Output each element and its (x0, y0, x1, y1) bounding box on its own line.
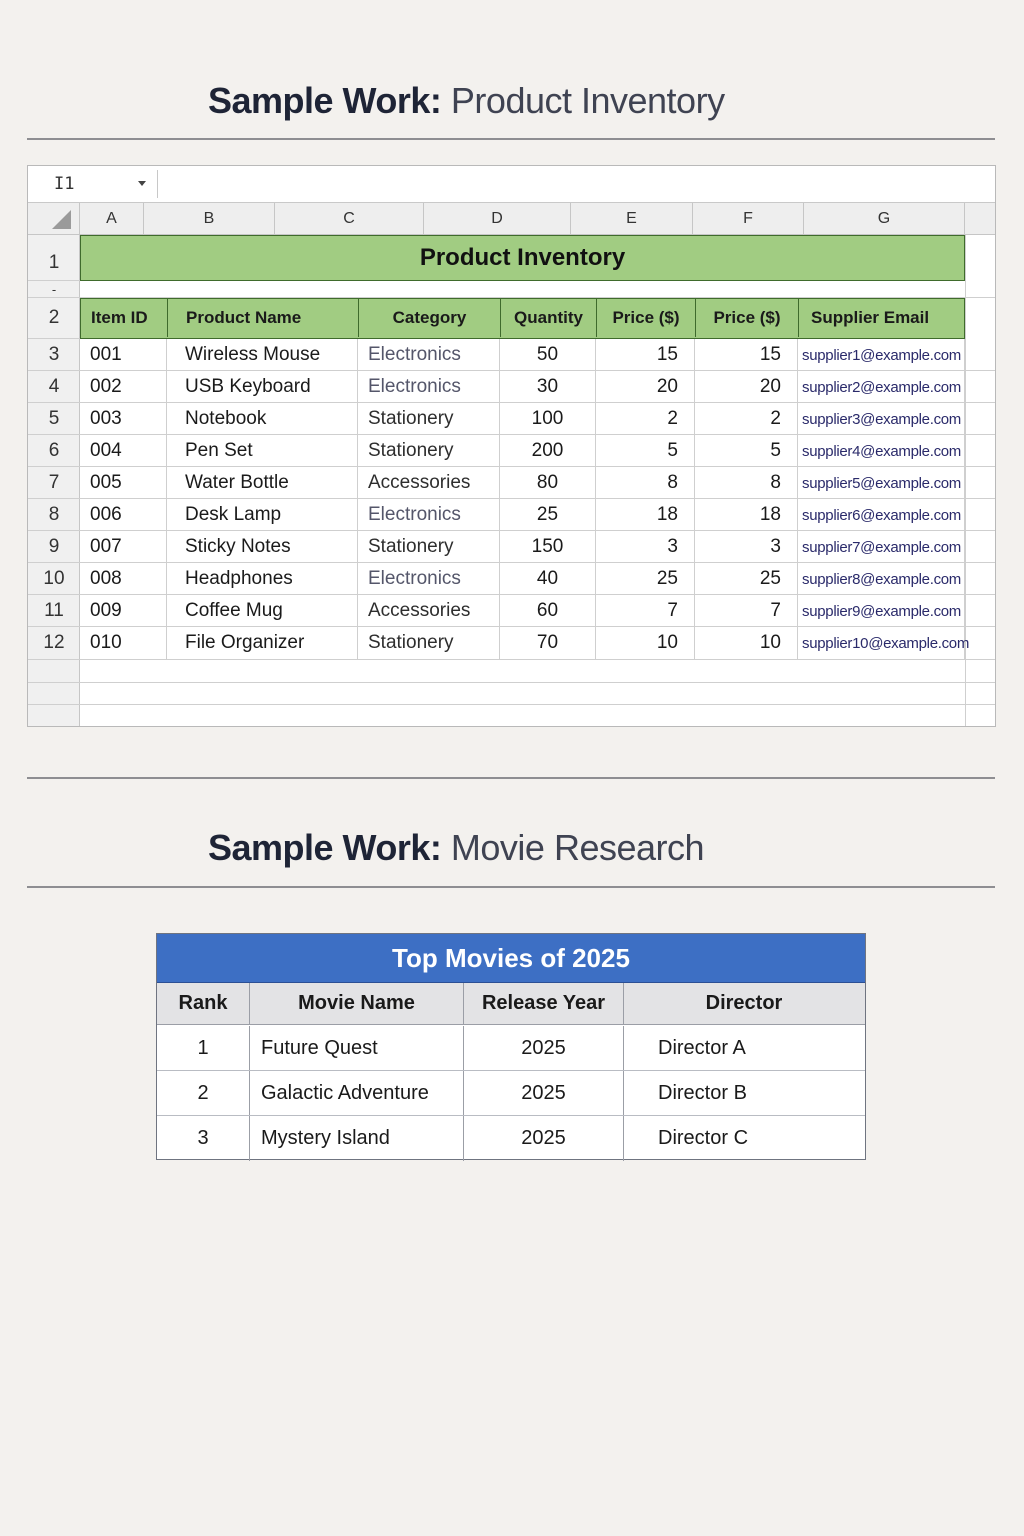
row-header[interactable]: 5 (28, 403, 80, 435)
cell-item-id[interactable]: 007 (80, 531, 167, 563)
cell-rank: 1 (157, 1026, 250, 1070)
cell-category[interactable]: Stationery (358, 435, 500, 467)
cell-price-2[interactable]: 15 (695, 339, 798, 371)
table-row (157, 1071, 865, 1116)
cell-category[interactable]: Stationery (358, 403, 500, 435)
cell-quantity[interactable]: 40 (500, 563, 596, 595)
section-title-prefix: Sample Work: (208, 80, 442, 121)
table-row (80, 403, 996, 435)
table-row (157, 1026, 865, 1071)
cell-price[interactable]: 25 (596, 563, 695, 595)
column-header-a[interactable]: A (80, 203, 144, 235)
column-header-c[interactable]: C (275, 203, 424, 235)
cell-quantity[interactable]: 60 (500, 595, 596, 627)
cell-category[interactable]: Electronics (358, 339, 500, 371)
cell-product-name[interactable]: File Organizer (167, 627, 358, 659)
table-row (80, 531, 996, 563)
cell-category[interactable]: Stationery (358, 627, 500, 659)
column-header-row (28, 203, 995, 235)
row-header-empty[interactable] (28, 683, 80, 705)
cell-price-2[interactable]: 5 (695, 435, 798, 467)
column-header-b[interactable]: B (144, 203, 275, 235)
cell-release-year: 2025 (464, 1071, 624, 1115)
cell-price-2[interactable]: 8 (695, 467, 798, 499)
cell-product-name[interactable]: Water Bottle (167, 467, 358, 499)
cell-quantity[interactable]: 100 (500, 403, 596, 435)
cell-category[interactable]: Stationery (358, 531, 500, 563)
cell-supplier-email[interactable]: supplier6@example.com (798, 499, 965, 531)
cell-quantity[interactable]: 200 (500, 435, 596, 467)
cell-quantity[interactable]: 80 (500, 467, 596, 499)
movie-table (156, 933, 866, 1160)
table-row (80, 435, 996, 467)
row-header[interactable]: 8 (28, 499, 80, 531)
row-header[interactable]: 11 (28, 595, 80, 627)
cell-quantity[interactable]: 70 (500, 627, 596, 659)
row-header[interactable]: 3 (28, 339, 80, 371)
column-header-f[interactable]: F (693, 203, 804, 235)
column-header-e[interactable]: E (571, 203, 693, 235)
select-all-icon (52, 210, 71, 229)
cell-item-id[interactable]: 006 (80, 499, 167, 531)
cell-quantity[interactable]: 25 (500, 499, 596, 531)
cell-release-year: 2025 (464, 1116, 624, 1161)
cell-rank: 2 (157, 1071, 250, 1115)
row-header[interactable]: 10 (28, 563, 80, 595)
formula-bar (28, 166, 995, 203)
empty-row (80, 660, 996, 683)
cell-price-2[interactable]: 25 (695, 563, 798, 595)
header-item-id[interactable]: Item ID (81, 299, 168, 337)
row-header[interactable]: 7 (28, 467, 80, 499)
cell-product-name[interactable]: Pen Set (167, 435, 358, 467)
column-header-d[interactable]: D (424, 203, 571, 235)
cell-quantity[interactable]: 150 (500, 531, 596, 563)
cell-director: Director B (658, 1081, 747, 1104)
header-supplier-email[interactable]: Supplier Email (811, 308, 930, 327)
cell-price[interactable]: 3 (596, 531, 695, 563)
cell-product-name[interactable]: Desk Lamp (167, 499, 358, 531)
cell-category[interactable]: Electronics (358, 563, 500, 595)
row-header[interactable]: - (28, 281, 80, 298)
divider (27, 138, 995, 140)
cell-category[interactable]: Electronics (358, 371, 500, 403)
cell-price[interactable]: 10 (596, 627, 695, 659)
header-quantity[interactable]: Quantity (501, 299, 597, 337)
cell-supplier-email[interactable]: supplier7@example.com (798, 531, 965, 563)
cell-item-id[interactable]: 008 (80, 563, 167, 595)
cell-item-id[interactable]: 004 (80, 435, 167, 467)
header-release-year: Release Year (464, 983, 624, 1024)
table-header-row (80, 298, 965, 339)
section-title-movie-research (208, 827, 704, 869)
cell-item-id[interactable]: 001 (80, 339, 167, 371)
row-header[interactable]: 9 (28, 531, 80, 563)
cell-item-id[interactable]: 002 (80, 371, 167, 403)
cell-price-2[interactable]: 20 (695, 371, 798, 403)
cell-supplier-email[interactable]: supplier10@example.com (798, 627, 965, 659)
cell-supplier-email[interactable]: supplier9@example.com (798, 595, 965, 627)
table-row (80, 467, 996, 499)
divider (27, 886, 995, 888)
table-row (80, 595, 996, 627)
cell-release-year: 2025 (464, 1026, 624, 1070)
cell-price[interactable]: 15 (596, 339, 695, 371)
cell-price[interactable]: 5 (596, 435, 695, 467)
name-box[interactable]: I1 (54, 174, 75, 194)
table-row (80, 499, 996, 531)
divider (27, 777, 995, 779)
cell-product-name[interactable]: Headphones (167, 563, 358, 595)
cell-price[interactable]: 18 (596, 499, 695, 531)
row-header[interactable]: 12 (28, 627, 80, 660)
table-row (157, 1116, 865, 1161)
section-title-subject: Product Inventory (450, 80, 725, 121)
section-title-prefix: Sample Work: (208, 827, 442, 868)
cell-item-id[interactable]: 003 (80, 403, 167, 435)
row-header[interactable]: 1 (28, 235, 80, 281)
cell-rank: 3 (157, 1116, 250, 1161)
cell-category[interactable]: Accessories (358, 467, 500, 499)
row-header-empty[interactable] (28, 660, 80, 683)
spreadsheet (27, 165, 996, 727)
column-header-g[interactable]: G (804, 203, 965, 235)
header-category[interactable]: Category (359, 299, 501, 337)
movie-table-title: Top Movies of 2025 (157, 934, 865, 983)
cell-price[interactable]: 20 (596, 371, 695, 403)
separator (157, 170, 158, 198)
empty-row (80, 683, 996, 705)
cell-price-2[interactable]: 18 (695, 499, 798, 531)
table-row (80, 627, 996, 660)
table-row (80, 563, 996, 595)
cell-supplier-email[interactable]: supplier3@example.com (798, 403, 965, 435)
cell-supplier-email[interactable]: supplier4@example.com (798, 435, 965, 467)
cell-product-name[interactable]: Wireless Mouse (167, 339, 358, 371)
header-director: Director (705, 992, 783, 1014)
cell-item-id[interactable]: 005 (80, 467, 167, 499)
cell-price-2[interactable]: 3 (695, 531, 798, 563)
row-header[interactable]: 6 (28, 435, 80, 467)
cell-supplier-email[interactable]: supplier8@example.com (798, 563, 965, 595)
header-product-name[interactable]: Product Name (168, 299, 359, 337)
cell-director: Director C (658, 1127, 749, 1149)
row-header[interactable]: 4 (28, 371, 80, 403)
cell-price-2[interactable]: 10 (695, 627, 798, 659)
cell-supplier-email[interactable]: supplier2@example.com (798, 371, 965, 403)
row-header[interactable]: 2 (28, 298, 80, 339)
cell-supplier-email[interactable]: supplier1@example.com (798, 339, 965, 371)
section-title-subject: Movie Research (450, 827, 705, 868)
cell-supplier-email[interactable]: supplier5@example.com (798, 467, 965, 499)
cell-price[interactable]: 8 (596, 467, 695, 499)
cell-product-name[interactable]: USB Keyboard (167, 371, 358, 403)
header-price[interactable]: Price ($) (597, 299, 696, 337)
cell-price-2[interactable]: 7 (695, 595, 798, 627)
sheet-title-cell[interactable]: Product Inventory (80, 235, 965, 281)
cell-price[interactable]: 2 (596, 403, 695, 435)
cell-category[interactable]: Accessories (358, 595, 500, 627)
cell-product-name[interactable]: Sticky Notes (167, 531, 358, 563)
cell-price-2[interactable]: 2 (695, 403, 798, 435)
cell-movie-name: Galactic Adventure (250, 1071, 464, 1115)
cell-product-name[interactable]: Coffee Mug (167, 595, 358, 627)
header-price-2[interactable]: Price ($) (696, 299, 799, 337)
cell-item-id[interactable]: 009 (80, 595, 167, 627)
table-row (80, 339, 996, 371)
header-movie-name: Movie Name (250, 983, 464, 1024)
cell-item-id[interactable]: 010 (80, 627, 167, 659)
cell-director: Director A (658, 1036, 746, 1059)
row-header-empty[interactable] (28, 705, 80, 727)
chevron-down-icon[interactable] (138, 181, 146, 186)
cell-quantity[interactable]: 30 (500, 371, 596, 403)
spacer-row (80, 281, 996, 298)
cell-movie-name: Mystery Island (250, 1116, 464, 1161)
cell-movie-name: Future Quest (250, 1026, 464, 1070)
cell-quantity[interactable]: 50 (500, 339, 596, 371)
cell-category[interactable]: Electronics (358, 499, 500, 531)
select-all-corner[interactable] (28, 203, 80, 235)
movie-header-row (157, 983, 865, 1025)
table-row (80, 371, 996, 403)
cell-product-name[interactable]: Notebook (167, 403, 358, 435)
section-title-product-inventory (208, 80, 725, 122)
cell-price[interactable]: 7 (596, 595, 695, 627)
header-rank: Rank (157, 983, 250, 1024)
